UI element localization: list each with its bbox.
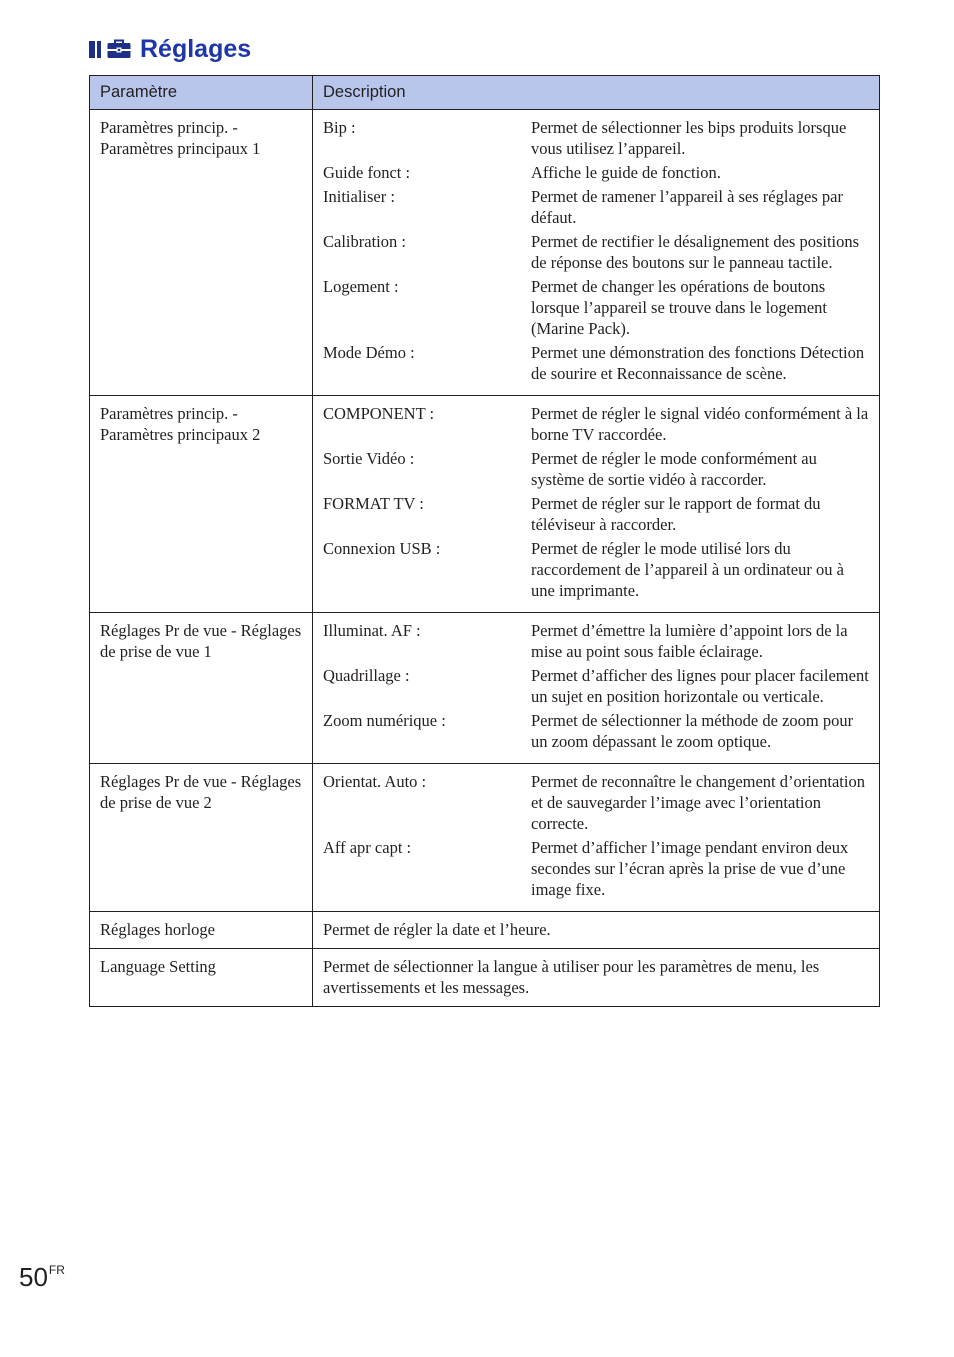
sub-setting-label: Mode Démo : [323, 343, 415, 362]
sub-setting-description: Permet d’afficher des lignes pour placer facilement un sujet en position horizontale ou verticale. [531, 666, 869, 706]
sub-setting-label: Illuminat. AF : [323, 621, 421, 640]
parameter-cell: Réglages Pr de vue - Réglages de prise de vue 1 [90, 613, 313, 764]
sub-setting-label: COMPONENT : [323, 404, 435, 423]
page-language-code: FR [48, 1263, 65, 1277]
table-body [90, 110, 880, 1007]
sub-setting-label: Bip : [323, 118, 356, 137]
sub-setting-label: Sortie Vidéo : [323, 449, 415, 468]
description-text: Permet de sélectionner la langue à utiliser pour les paramètres de menu, les avertissements et les messages. [323, 957, 820, 997]
sub-setting-label: FORMAT TV : [323, 494, 424, 513]
sub-setting-description: Affiche le guide de fonction. [531, 163, 721, 182]
sub-setting-label: Orientat. Auto : [323, 772, 427, 791]
table-row [90, 613, 880, 764]
table-row [90, 764, 880, 912]
parameter-cell: Réglages horloge [90, 912, 313, 949]
parameter-cell: Language Setting [90, 949, 313, 1007]
sub-setting-label: Calibration : [323, 232, 406, 251]
table-row [90, 110, 880, 396]
parameter-cell: Paramètres princip. - Paramètres principaux 2 [90, 396, 313, 613]
sub-setting-description: Permet de rectifier le désalignement des positions de réponse des boutons sur le panneau tactile. [531, 232, 860, 272]
heading-marker-thin [97, 41, 101, 58]
sub-setting-label: Aff apr capt : [323, 838, 412, 857]
sub-setting-description: Permet de sélectionner les bips produits lorsque vous utilisez l’appareil. [531, 118, 847, 158]
sub-setting-label: Zoom numérique : [323, 711, 446, 730]
sub-setting-description: Permet de régler sur le rapport de format du téléviseur à raccorder. [531, 494, 821, 534]
page-number-value: 50 [19, 1262, 48, 1292]
table-row [90, 396, 880, 613]
sub-setting-list [323, 117, 869, 387]
sub-setting-description: Permet de sélectionner la méthode de zoom pour un zoom dépassant le zoom optique. [531, 711, 854, 751]
settings-table [89, 75, 880, 1007]
description-cell [313, 110, 880, 396]
sub-setting-description: Permet de régler le signal vidéo conformément à la borne TV raccordée. [531, 404, 869, 444]
parameter-cell: Réglages Pr de vue - Réglages de prise de vue 2 [90, 764, 313, 912]
heading-marker [89, 41, 95, 58]
page-number [19, 1262, 65, 1293]
sub-setting-label: Quadrillage : [323, 666, 410, 685]
parameter-cell: Paramètres princip. - Paramètres principaux 1 [90, 110, 313, 396]
description-text: Permet de régler la date et l’heure. [323, 920, 551, 939]
sub-setting-description: Permet de reconnaître le changement d’orientation et de sauvegarder l’image avec l’orientation correcte. [531, 772, 865, 833]
section-heading [89, 32, 251, 66]
sub-setting-description: Permet de régler le mode utilisé lors du raccordement de l’appareil à un ordinateur ou à une imprimante. [531, 539, 844, 600]
sub-setting-description: Permet de régler le mode conformément au système de sortie vidéo à raccorder. [531, 449, 817, 489]
sub-setting-list [323, 620, 869, 755]
sub-setting-description: Permet de changer les opérations de boutons lorsque l’appareil se trouve dans le logement (Marine Pack). [531, 277, 827, 338]
description-cell [313, 764, 880, 912]
toolbox-icon [106, 38, 132, 60]
sub-setting-label: Guide fonct : [323, 163, 411, 182]
description-cell [313, 912, 880, 949]
sub-setting-description: Permet d’afficher l’image pendant environ deux secondes sur l’écran après la prise de vue d’une image fixe. [531, 838, 849, 899]
sub-setting-list [323, 403, 869, 604]
page-title: Réglages [140, 34, 252, 63]
sub-setting-label: Connexion USB : [323, 539, 441, 558]
table-row [90, 949, 880, 1007]
description-cell [313, 613, 880, 764]
sub-setting-description: Permet de ramener l’appareil à ses réglages par défaut. [531, 187, 843, 227]
table-header-row [90, 76, 880, 110]
sub-setting-list [323, 771, 869, 903]
sub-setting-description: Permet une démonstration des fonctions Détection de sourire et Reconnaissance de scène. [531, 343, 865, 383]
sub-setting-label: Logement : [323, 277, 399, 296]
column-header-description: Description [313, 76, 880, 110]
column-header-parameter: Paramètre [90, 76, 313, 110]
table-row [90, 912, 880, 949]
sub-setting-label: Initialiser : [323, 187, 395, 206]
sub-setting-description: Permet d’émettre la lumière d’appoint lors de la mise au point sous faible éclairage. [531, 621, 848, 661]
description-cell [313, 949, 880, 1007]
description-cell [313, 396, 880, 613]
